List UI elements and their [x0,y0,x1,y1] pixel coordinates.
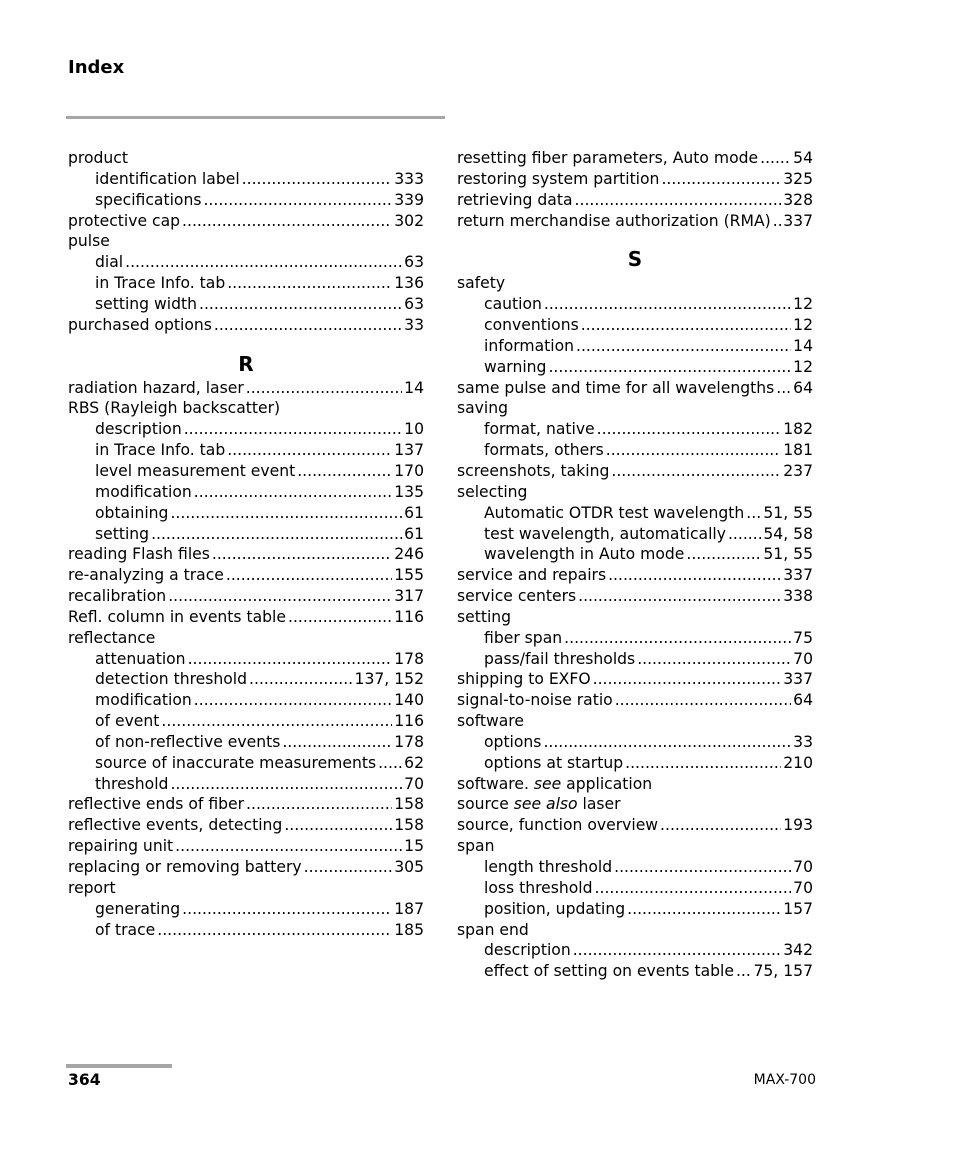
page-reference: 54, 58 [763,524,813,543]
index-entry-label: report [68,878,116,897]
page-reference: 302 [394,211,424,230]
dot-leader [161,711,392,732]
dot-leader [199,294,402,315]
dot-leader [282,732,392,753]
index-entry [457,690,813,711]
index-entry-label: setting width [95,294,197,313]
page-reference: 187 [394,899,424,918]
index-subentry [457,961,813,982]
index-entry-label [457,774,652,795]
index-entry-label: options at startup [484,753,624,772]
index-entry [68,586,424,607]
page-reference: 337 [783,670,813,689]
page-reference: 116 [394,712,424,731]
index-subentry [68,524,424,545]
index-entry-label: pass/fail thresholds [484,649,636,668]
page-reference: 63 [404,253,424,272]
index-entry-label: service centers [457,587,577,606]
index-subentry [457,315,813,336]
index-entry-label: Refl. column in events table [68,607,286,626]
index-subentry [457,649,813,670]
page-reference: 10 [404,420,424,439]
index-subentry [457,524,813,545]
index-entry-label: span [457,837,495,856]
index-subentry [68,169,424,190]
index-entry [457,607,813,628]
page-reference: 237 [783,461,813,480]
page-reference: 158 [394,816,424,835]
see-target: laser [577,795,621,814]
dot-leader [595,878,792,899]
index-subentry [457,857,813,878]
index-entry-label: screenshots, taking [457,461,610,480]
index-entry [457,794,813,815]
index-entry-label: purchased options [68,315,212,334]
index-entry-label: description [484,941,571,960]
dot-leader [736,961,752,982]
dot-leader [746,503,761,524]
dot-leader [660,815,781,836]
index-letter-heading: R [238,351,254,376]
index-entry-label: repairing unit [68,837,174,856]
index-entry [457,774,813,795]
index-entry [457,211,813,232]
index-entry-label: Automatic OTDR test wavelength [484,503,745,522]
page-reference: 337 [783,566,813,585]
index-subentry [68,252,424,273]
page-reference: 15 [404,837,424,856]
page-reference: 178 [394,732,424,751]
page-reference: 61 [404,524,424,543]
dot-leader [573,940,782,961]
index-entry [68,211,424,232]
page-reference: 137, 152 [354,670,424,689]
index-entry [457,836,813,857]
dot-leader [188,649,393,670]
dot-leader [227,440,392,461]
index-entry-label: formats, others [484,441,604,460]
index-subentry [457,544,813,565]
index-subentry [68,774,424,795]
page-reference: 33 [404,315,424,334]
index-subentry [457,294,813,315]
dot-leader [182,899,392,920]
index-entry-label: radiation hazard, laser [68,378,244,397]
index-entry-label: specifications [95,190,202,209]
index-entry-label: source of inaccurate measurements [95,753,377,772]
index-entry-label: in Trace Info. tab [95,441,226,460]
index-entry-label: source, function overview [457,816,659,835]
index-entry [457,482,813,503]
index-subentry [68,190,424,211]
dot-leader [728,524,761,545]
index-subentry [457,878,813,899]
dot-leader [125,252,402,273]
page-reference: 158 [394,795,424,814]
header-divider [66,116,445,119]
page-reference: 193 [783,816,813,835]
index-entry-label: information [484,336,574,355]
dot-leader [581,315,791,336]
index-entry-label: signal-to-noise ratio [457,691,613,710]
index-entry-label: warning [484,357,547,376]
index-subentry [457,753,813,774]
page-reference: 333 [394,169,424,188]
page-reference: 51, 55 [763,503,813,522]
dot-leader [242,169,393,190]
dot-leader [246,378,402,399]
dot-leader [597,419,782,440]
dot-leader [661,169,781,190]
page-reference: 317 [394,587,424,606]
dot-leader [543,732,791,753]
index-entry-label: generating [95,899,181,918]
dot-leader [182,211,392,232]
page-reference: 337 [783,211,813,230]
index-letter-heading: S [627,247,643,272]
dot-leader [203,190,392,211]
index-entry [68,628,424,649]
dot-leader [593,669,782,690]
index-subentry [68,899,424,920]
index-term: software. [457,774,534,793]
index-entry-label: caution [484,295,542,314]
dot-leader [194,690,392,711]
index-entry-label: of trace [95,920,156,939]
index-entry [457,586,813,607]
index-entry [68,794,424,815]
dot-leader [212,544,392,565]
index-subentry [68,732,424,753]
index-entry [457,461,813,482]
dot-leader [686,544,761,565]
index-entry-label: setting [95,524,150,543]
index-subentry [457,503,813,524]
index-entry [457,669,813,690]
index-subentry [68,690,424,711]
dot-leader [168,586,392,607]
page-reference: 178 [394,649,424,668]
index-entry-label: modification [95,691,192,710]
index-entry-label: RBS (Rayleigh backscatter) [68,399,281,418]
index-subentry [68,273,424,294]
dot-leader [246,794,392,815]
index-subentry [457,419,813,440]
dot-leader [773,211,782,232]
index-subentry [457,357,813,378]
index-subentry [457,336,813,357]
index-entry-label: resetting fiber parameters, Auto mode [457,149,759,167]
index-entry [68,815,424,836]
page-reference: 325 [783,169,813,188]
index-entry [457,148,813,169]
index-entry-label: protective cap [68,211,181,230]
index-entry-label: same pulse and time for all wavelengths [457,378,775,397]
page-reference: 51, 55 [763,545,813,564]
index-entry-label: setting [457,607,512,626]
index-entry-label: reflectance [68,628,156,647]
index-subentry [457,440,813,461]
index-entry-label: position, updating [484,899,626,918]
index-entry [68,231,424,252]
index-entry-label: recalibration [68,587,167,606]
index-entry-label: selecting [457,482,528,501]
dot-leader [170,503,402,524]
page-reference: 64 [793,378,813,397]
footer-divider [66,1064,172,1068]
dot-leader [625,753,781,774]
index-entry [68,378,424,399]
index-entry-label: threshold [95,774,169,793]
page-reference: 14 [404,378,424,397]
index-entry-label: identification label [95,169,240,188]
index-entry [457,815,813,836]
index-entry-label: re-analyzing a trace [68,566,224,585]
dot-leader [157,920,392,941]
index-entry-label: retrieving data [457,190,573,209]
dot-leader [576,336,791,357]
dot-leader [611,461,781,482]
index-entry-label: wavelength in Auto mode [484,545,685,564]
index-column-left [68,148,424,940]
dot-leader [544,294,791,315]
index-subentry [68,482,424,503]
index-subentry [68,419,424,440]
index-entry-label: length threshold [484,858,613,876]
page-reference: 342 [783,941,813,960]
page-reference: 75, 157 [753,962,813,981]
document-name: MAX-700 [753,1072,816,1088]
index-entry [457,920,813,941]
index-entry-label: format, native [484,420,595,439]
page-reference: 12 [793,295,813,314]
page-reference: 70 [793,878,813,897]
index-entry-label: product [68,149,128,167]
dot-leader [606,440,782,461]
index-entry-label: span end [457,920,529,939]
page-reference: 328 [783,190,813,209]
index-subentry [457,732,813,753]
page-reference: 12 [793,316,813,335]
page-reference: 61 [404,503,424,522]
index-entry-label: loss threshold [484,878,593,897]
page-reference: 70 [404,774,424,793]
index-entry [68,607,424,628]
see-reference: see [533,774,562,793]
index-subentry [68,649,424,670]
index-entry-label: level measurement event [95,461,296,480]
index-entry [68,878,424,899]
index-entry-label: return merchandise authorization (RMA) [457,211,771,230]
index-term: source [457,795,514,814]
dot-leader [194,482,392,503]
dot-leader [170,774,402,795]
dot-leader [378,753,402,774]
page-reference: 157 [783,899,813,918]
dot-leader [249,669,353,690]
index-entry-label: obtaining [95,503,169,522]
dot-leader [578,586,781,607]
dot-leader [184,419,402,440]
index-entry-label: restoring system partition [457,169,660,188]
page-reference: 305 [394,858,424,876]
page-reference: 116 [394,607,424,626]
index-entry-label: options [484,732,542,751]
page-reference: 70 [793,649,813,668]
page-reference: 33 [793,732,813,751]
index-entry-label: reflective events, detecting [68,816,283,835]
index-subentry [457,628,813,649]
dot-leader [760,148,791,169]
index-entry-label: saving [457,399,509,418]
index-entry-label: reflective ends of fiber [68,795,245,814]
page-reference: 62 [404,753,424,772]
index-subentry [68,669,424,690]
index-entry [68,857,424,878]
index-entry-label: detection threshold [95,670,248,689]
page-reference: 64 [793,691,813,710]
index-entry-label: of event [95,712,160,731]
page-reference: 185 [394,920,424,939]
index-entry-label: reading Flash files [68,545,210,564]
index-entry-label [457,794,621,815]
page-reference: 137 [394,441,424,460]
index-subentry [68,711,424,732]
page-reference: 210 [783,753,813,772]
dot-leader [627,899,781,920]
index-entry [457,169,813,190]
index-entry-label: replacing or removing battery [68,858,302,876]
see-reference: see also [513,795,578,814]
index-subentry [68,503,424,524]
page-reference: 140 [394,691,424,710]
page-reference: 170 [394,461,424,480]
index-entry [68,315,424,336]
index-entry-label: software [457,712,524,731]
page-reference: 54 [793,149,813,167]
dot-leader [615,690,791,711]
page-number: 364 [68,1071,101,1089]
index-entry [457,711,813,732]
index-subentry [68,461,424,482]
index-entry-label: service and repairs [457,566,607,585]
page-reference: 136 [394,274,424,293]
index-entry-label: test wavelength, automatically [484,524,726,543]
dot-leader [637,649,791,670]
dot-leader [575,190,782,211]
page-reference: 14 [793,336,813,355]
index-entry [457,273,813,294]
index-entry-label: dial [95,253,124,272]
index-entry [457,190,813,211]
dot-leader [284,815,392,836]
dot-leader [564,628,791,649]
index-entry [68,148,424,169]
index-subentry [68,753,424,774]
index-entry-label: modification [95,482,192,501]
dot-leader [297,461,392,482]
dot-leader [608,565,781,586]
index-entry [457,565,813,586]
index-entry-label: attenuation [95,649,186,668]
index-entry-label: shipping to EXFO [457,670,591,689]
dot-leader [288,607,392,628]
page-reference: 182 [783,420,813,439]
index-entry [68,565,424,586]
page-reference: 75 [793,628,813,647]
page-header-title: Index [68,57,125,78]
dot-leader [214,315,402,336]
index-subentry [457,899,813,920]
index-entry-label: description [95,420,182,439]
dot-leader [175,836,402,857]
index-entry [68,398,424,419]
index-entry-label: in Trace Info. tab [95,274,226,293]
page-reference: 246 [394,545,424,564]
index-entry [68,836,424,857]
index-entry [457,398,813,419]
dot-leader [304,857,393,878]
index-entry-label: pulse [68,232,110,251]
page-reference: 181 [783,441,813,460]
index-entry-label: effect of setting on events table [484,962,734,981]
dot-leader [776,378,791,399]
page-reference: 135 [394,482,424,501]
index-subentry [68,294,424,315]
page-reference: 70 [793,858,813,876]
dot-leader [226,565,392,586]
index-entry [68,544,424,565]
page-reference: 339 [394,190,424,209]
dot-leader [548,357,791,378]
index-entry-label: fiber span [484,628,563,647]
dot-leader [151,524,402,545]
index-subentry [68,920,424,941]
index-subentry [68,440,424,461]
page-reference: 338 [783,587,813,606]
index-entry-label: of non-reflective events [95,732,281,751]
dot-leader [614,857,791,878]
index-column-right [457,148,813,982]
see-target: application [561,774,653,793]
index-entry [457,378,813,399]
index-subentry [457,940,813,961]
dot-leader [227,273,392,294]
index-entry-label: conventions [484,316,579,335]
page-reference: 12 [793,357,813,376]
page-reference: 155 [394,566,424,585]
page-reference: 63 [404,294,424,313]
index-entry-label: safety [457,274,506,293]
